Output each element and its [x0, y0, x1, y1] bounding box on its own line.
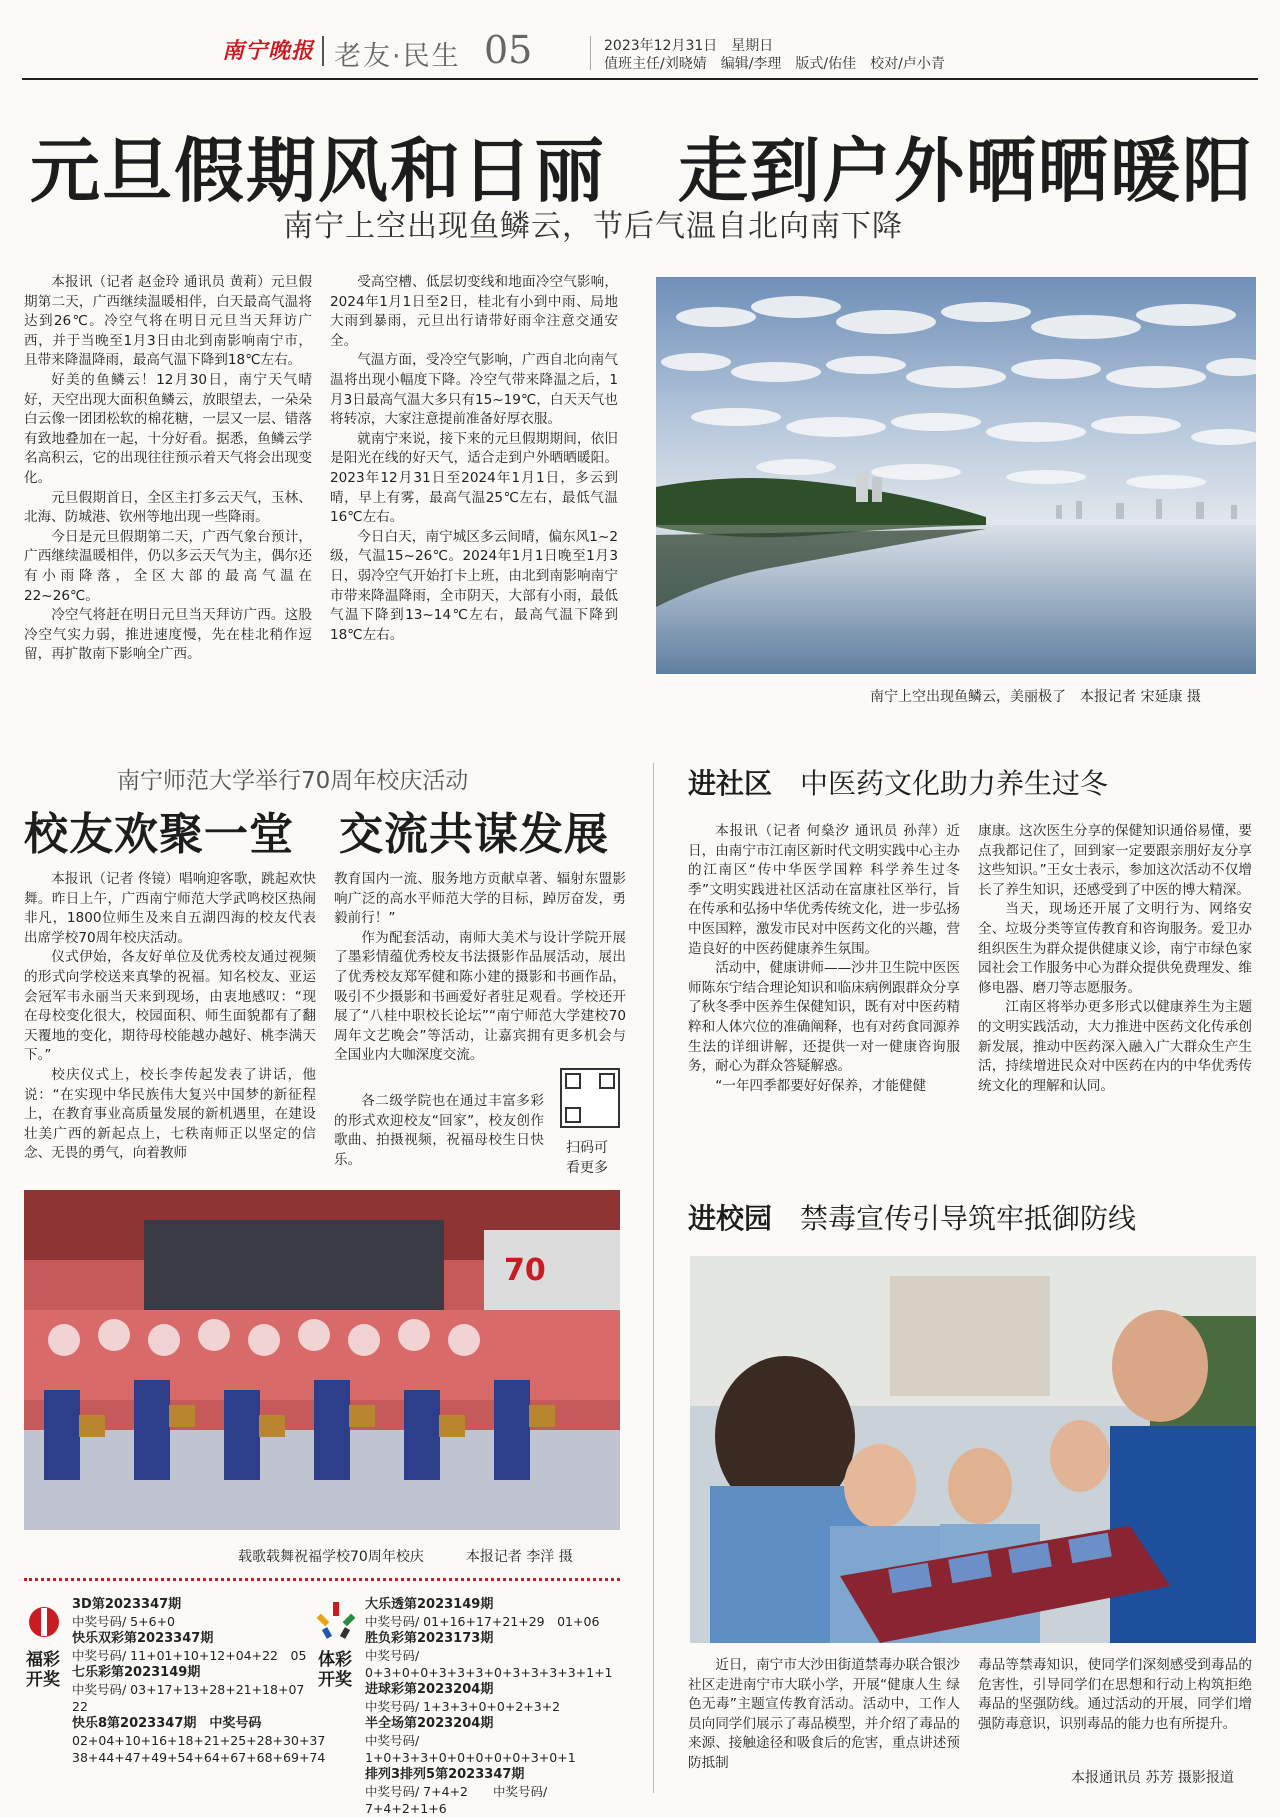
university-column-2 [334, 870, 626, 1066]
paragraph: 今日白天，南宁城区多云间晴，偏东风1~2级，气温15~26℃。2024年1月1日晚至1月3日，弱冷空气开始打卡上班，由北到南影响南宁市带来降温降雨，全市阴天，大部有小雨，最低气温下降到13~14℃左右，最高气温下降到18℃左右。 [330, 528, 618, 643]
masthead-separator [322, 36, 324, 66]
sports-lottery-icon [316, 1600, 356, 1640]
page-number: 05 [484, 28, 533, 72]
masthead-rule [22, 78, 1258, 80]
paragraph: 近日，南宁市大沙田街道禁毒办联合银沙社区走进南宁市大联小学，开展“健康人生 绿色无毒”主题宣传教育活动。活动中，工作人员向同学们展示了毒品模型，并介绍了毒品的来源、接触途径和吸食后的危害，重点讲述预防抵制 [688, 1657, 960, 1771]
paragraph: 好美的鱼鳞云！12月30日，南宁天气晴好，天空出现大面积鱼鳞云，放眼望去，一朵朵白云像一团团松软的棉花糖，一层又一层、错落有致地叠加在一起，十分好看。据悉，鱼鳞云学名高积云，它的出现往往预示着天气将会出现变化。 [24, 371, 312, 486]
school-column-1 [688, 1656, 960, 1774]
cloud-river-photo [656, 277, 1256, 674]
anniversary-banner: 70 [504, 1253, 546, 1288]
anti-drug-photo [690, 1256, 1256, 1643]
issue-date: 2023年12月31日 星期日 [604, 38, 774, 54]
university-column-1 [24, 870, 316, 1164]
welfare-lottery-icon [24, 1604, 64, 1640]
celebration-photo [24, 1190, 620, 1530]
lead-column-2 [330, 273, 618, 645]
paragraph: 受高空槽、低层切变线和地面冷空气影响，2024年1月1日至2日，桂北有小到中雨、局地大雨到暴雨，元旦出行请带好雨伞注意交通安全。 [330, 274, 618, 349]
paragraph: 教育国内一流、服务地方贡献卓著、辐射东盟影响广泛的高水平师范大学的目标，踔厉奋发，勇毅前行！” [334, 871, 626, 927]
community-column-2 [978, 822, 1252, 1096]
paragraph: 今日是元旦假期第二天，广西气象台预计，广西继续温暖相伴，仍以多云天气为主，偶尔还有小雨降落，全区大部的最高气温在22~26℃。 [24, 528, 312, 604]
lead-photo-caption: 南宁上空出现鱼鳞云，美丽极了 本报记者 宋延康 摄 [870, 689, 1201, 705]
section-name: 老友·民生 [334, 41, 461, 72]
qr-code-icon [562, 1070, 618, 1126]
paragraph: 气温方面，受冷空气影响，广西自北向南气温将出现小幅度下降。冷空气带来降温之后，1月3日最高气温大多只有15~19℃，白天天气也将转凉，大家注意提前准备好厚衣服。 [330, 352, 618, 428]
paragraph: “一年四季都要好好保养，才能健健 [715, 1077, 927, 1094]
university-kicker: 南宁师范大学举行70周年校庆活动 [117, 768, 469, 794]
school-photo-credit: 本报通讯员 苏芳 摄影报道 [1071, 1770, 1234, 1786]
community-tag: 进社区 [688, 767, 773, 800]
paragraph: 作为配套活动，南师大美术与设计学院开展了墨彩情蕴优秀校友书法摄影作品展活动，展出了优秀校友郑军健和陈小建的摄影和书画作品，吸引不少摄影和书画爱好者驻足观看。学校还开展了“八桂中职校长论坛”“南宁师范大学建校70周年文艺晚会”等活动，让嘉宾拥有更多机会与全国业内大咖深度交流。 [334, 929, 626, 1064]
qr-code[interactable] [560, 1068, 620, 1128]
paragraph: 各二级学院也在通过丰富多彩的形式欢迎校友“回家”，校友创作歌曲、拍摄视频，祝福母校生日快乐。 [334, 1093, 544, 1168]
university-headline: 校友欢聚一堂 交流共谋发展 [24, 809, 609, 860]
school-headline [688, 1197, 1136, 1237]
paragraph: 活动中，健康讲师——沙井卫生院中医医师陈东宁结合理论知识和临床病例跟群众分享了秋冬季中医养生保健知识，既有对中医药精粹和人体穴位的准确阐释，也有对药食同源养生法的详细讲解，还提供一对一健康咨询服务，耐心为群众答疑解惑。 [688, 960, 960, 1075]
paragraph: 康康。这次医生分享的保健知识通俗易懂，要点我都记住了，回到家一定要跟亲朋好友分享这些知识。”王女士表示，参加这次活动不仅增长了养生知识，还感受到了中医的博大精深。 [978, 823, 1252, 898]
staff-credits: 值班主任/刘晓婧 编辑/李理 版式/佑佳 校对/卢小青 [604, 56, 945, 72]
community-column-1 [688, 822, 960, 1096]
lead-column-1 [24, 273, 312, 665]
paragraph: 本报讯（记者 赵金玲 通讯员 黄莉）元旦假期第二天，广西继续温暖相伴，白天最高气温将达到26℃。冷空气将在明日元旦当天拜访广西，并于当晚至1月3日由北到南影响南宁市，且带来降温降雨，最高气温下降到18℃左右。 [24, 274, 312, 369]
school-title: 禁毒宣传引导筑牢抵御防线 [800, 1202, 1137, 1235]
university-photo-caption: 载歌载舞祝福学校70周年校庆 本报记者 李洋 摄 [238, 1549, 573, 1565]
paragraph: 毒品等禁毒知识，使同学们深刻感受到毒品的危害性，引导同学们在思想和行动上构筑拒绝毒品的坚强防线。通过活动的开展，同学们增强防毒意识，识别毒品的能力也有所提升。 [978, 1657, 1252, 1732]
lead-subheadline: 南宁上空出现鱼鳞云，节后气温自北向南下降 [283, 209, 903, 244]
welfare-lottery-results: 3D第2023347期 中奖号码/ 5+6+0 快乐双彩第2023347期 中奖号码/ 11+01+10+12+04+22 05 七乐彩第2023149期 中奖号码/ 03+17+13+28+21+18+07 22 快乐8第2023347期 中奖号码 02+04+10+16+18+21+25+28+30+37 38+44+47+49+54+64+67+68+69+74 [72, 1597, 326, 1765]
sports-lottery-results: 大乐透第2023149期 中奖号码/ 01+16+17+21+29 01+06 胜负彩第2023173期 中奖号码/ 0+3+0+0+3+3+3+0+3+3+3+3+1+1 进球彩第2023204期 中奖号码/ 1+3+3+0+0+2+3+2 半全场第2023204期 中奖号码/ 1+0+3+3+0+0+0+0+0+3+0+1 排列3排列5第2023347期 中奖号码/ 7+4+2 中奖号码/ 7+4+2+1+6 [365, 1597, 613, 1816]
school-column-2 [978, 1656, 1252, 1734]
paragraph: 冷空气将赶在明日元旦当天拜访广西。这股冷空气实力弱，推进速度慢，先在桂北稍作逗留，再扩散南下影响全广西。 [24, 607, 312, 663]
newspaper-logo: 南宁晚报 [222, 38, 315, 64]
school-tag: 进校园 [688, 1202, 773, 1235]
paragraph: 仪式伊始，各友好单位及优秀校友通过视频的形式向学校送来真挚的祝福。知名校友、亚运会冠军韦永丽当天来到现场，由衷地感叹：“现在母校变化很大，校园面积、师生面貌都有了翻天覆地的变化，期待母校能越办越好、桃李满天下。” [24, 949, 316, 1064]
lottery-rule [24, 1578, 620, 1581]
paragraph: 当天，现场还开展了文明行为、网络安全、垃圾分类等宣传教育和咨询服务。爱卫办组织医生为群众提供健康义诊，南宁市绿色家园社会工作服务中心为群众提供免费理发、维修电器、磨刀等志愿服务。 [978, 901, 1252, 996]
paragraph: 江南区将举办更多形式以健康养生为主题的文明实践活动，大力推进中医药文化传承创新发展，推动中医药深入融入广大群众生产生活，持续增进民众对中医药在内的中华优秀传统文化的理解和认同。 [978, 999, 1252, 1094]
paragraph: 元旦假期首日，全区主打多云天气，玉林、北海、防城港、钦州等地出现一些降雨。 [24, 489, 312, 526]
university-column-2-end [334, 1092, 544, 1170]
paragraph: 本报讯（记者 何燊汐 通讯员 孙萍）近日，由南宁市江南区新时代文明实践中心主办的江南区“传中华医学国粹 科学养生过冬季”文明实践进社区活动在富康社区举行，旨在传承和弘扬中华优秀传统文化，进一步弘扬中医国粹，激发市民对中医药文化的兴趣，营造良好的中医药健康养生氛围。 [688, 823, 960, 957]
qr-label: 扫码可 看更多 [566, 1140, 608, 1176]
paragraph: 校庆仪式上，校长李传起发表了讲话，他说：“在实现中华民族伟大复兴中国梦的新征程上，在教育事业高质量发展的新机遇里，在建设壮美广西的新起点上，七秩南师正以坚定的信念、无畏的勇气，向着教师 [24, 1066, 316, 1162]
paragraph: 本报讯（记者 佟镜）唱响迎客歌，跳起欢快舞。昨日上午，广西南宁师范大学武鸣校区热闹非凡，1800位师生及来自五湖四海的校友代表出席学校70周年校庆活动。 [24, 871, 316, 946]
community-headline [688, 762, 1108, 802]
welfare-lottery-label: 福彩 开奖 [26, 1650, 60, 1690]
lead-headline: 元旦假期风和日丽 走到户外晒晒暖阳 [30, 129, 1254, 212]
community-title: 中医药文化助力养生过冬 [800, 767, 1109, 800]
sports-lottery-label: 体彩 开奖 [318, 1650, 352, 1690]
masthead-divider [590, 36, 591, 70]
paragraph: 就南宁来说，接下来的元旦假期期间，依旧是阳光在线的好天气，适合走到户外晒晒暖阳。2023年12月31日至2024年1月1日，多云到晴，早上有雾，最高气温25℃左右，最低气温16℃左右。 [330, 430, 618, 526]
column-divider [653, 763, 654, 1793]
